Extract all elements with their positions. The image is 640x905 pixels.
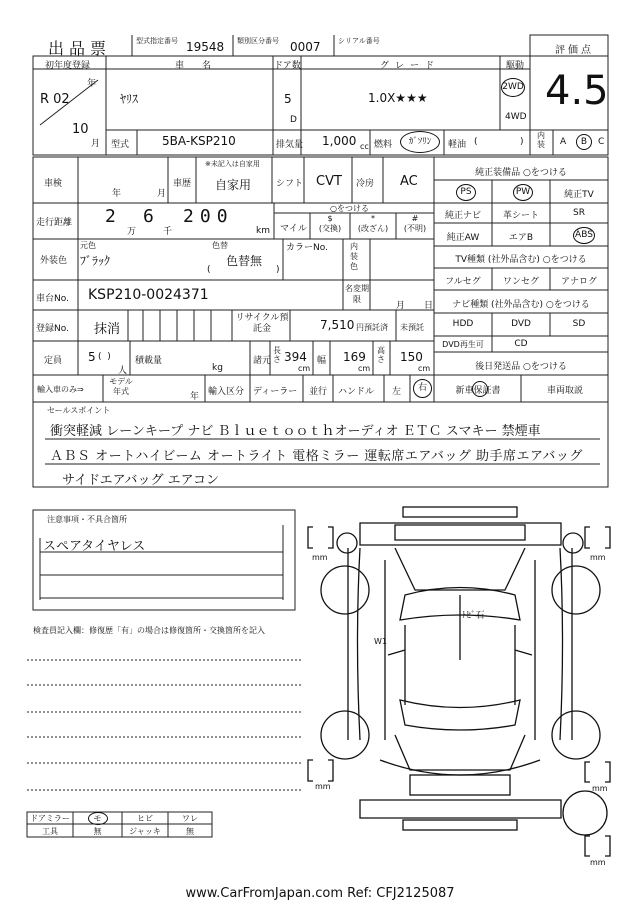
sales-line-2: ＡＢＳ オートハイビーム オートライト 電格ミラー 運転席エアバッグ 助手席エアバッグ (50, 449, 583, 464)
import-class-label: 輸入区分 (208, 387, 245, 397)
mileage-digit-2: 6 (143, 206, 154, 227)
later-manual: 車両取説 (546, 386, 583, 396)
class-no-label: 類別区分番号 (237, 37, 279, 45)
recycle-label: リサイクル預託金 (235, 313, 289, 334)
handle-right: 右 (413, 379, 432, 398)
navi-sd: SD (572, 319, 586, 329)
drive-2wd: 2WD (501, 78, 525, 97)
handle-left: 左 (392, 387, 402, 397)
shaken-month-mark: 月 (157, 189, 167, 199)
recolor-value: 色替無 (226, 254, 263, 268)
sales-label: セールスポイント (47, 406, 111, 415)
name-period-day: 日 (424, 301, 434, 311)
cd-option: CD (514, 339, 528, 349)
man-unit: 万 (127, 227, 137, 237)
grade-label: グレード (380, 61, 441, 71)
tv-analog: アナログ (560, 277, 597, 287)
ac-value: AC (400, 174, 418, 189)
dims-label: 諸元 (253, 356, 272, 366)
car-name-label: 車名 (175, 61, 230, 71)
height-label: 高さ (377, 346, 385, 364)
parallel-option: 並行 (309, 387, 328, 397)
door-mirror-broken: ワレ (182, 814, 198, 823)
capacity-paren: ( ) (98, 352, 111, 362)
mm-top-right: mm (590, 553, 606, 562)
reg-no: 抹消 (94, 322, 121, 337)
navi-hdd: HDD (452, 319, 474, 329)
mm-spare: mm (590, 858, 606, 867)
mileage-digits-rest: 200 (183, 206, 234, 227)
person-unit: 人 (118, 366, 128, 376)
score-value: 4.5 (545, 68, 609, 114)
length-unit: cm (298, 364, 311, 373)
modified-option: * (改ざん) (357, 214, 389, 233)
type-label: 型式 (111, 140, 130, 150)
tools-value: 無 (93, 827, 102, 836)
model-no: 19548 (186, 40, 225, 54)
interior-color-label: 内装色 (350, 242, 358, 271)
chassis-label: 車台No. (36, 294, 69, 304)
use-label: 車歴 (173, 179, 192, 189)
equip-abs: ABS (573, 227, 595, 244)
month-mark: 月 (91, 139, 101, 149)
orig-color: ﾌﾞﾗｯｸ (80, 254, 111, 268)
equip-ps: PS (456, 184, 476, 201)
name-period-month: 月 (396, 301, 406, 311)
name-period-label: 名変期限 (345, 284, 369, 304)
page-title: 出品票 (48, 39, 112, 58)
light-oil: 軽油 (448, 140, 467, 150)
import-label: 輸入車のみ⇒ (37, 385, 84, 394)
door-suffix: D (290, 115, 297, 125)
reg-no-label: 登録No. (36, 324, 69, 334)
load-label: 積載量 (135, 356, 163, 366)
mileage-label: 走行距離 (36, 218, 73, 228)
interior-grade-b: B (576, 134, 592, 150)
fuel-label: 燃料 (374, 140, 393, 150)
model-year-mark: 年 (190, 392, 200, 402)
displacement: 1,000 (322, 134, 357, 148)
annotation-w1: W1 (374, 637, 387, 646)
inspector-label: 検査員記入欄：修復歴「有」の場合は修復箇所・交換箇所を記入 (33, 626, 265, 635)
annotation-chip: ﾄﾋﾞ石 (462, 611, 485, 621)
notes-label: 注意事項・不具合箇所 (47, 515, 127, 524)
door-mirror-mo: モ (93, 814, 102, 823)
handle-label: ハンドル (338, 387, 375, 397)
shift-value: CVT (316, 174, 342, 189)
use-note: ※未記入は自家用 (205, 160, 260, 168)
doors: 5 (284, 92, 292, 106)
interior-grade-c: C (598, 137, 605, 147)
ac-label: 冷房 (356, 179, 375, 189)
equip-pw: PW (513, 184, 533, 201)
unknown-option: # (不明) (403, 214, 427, 233)
chassis-no: KSP210-0024371 (88, 287, 209, 303)
navi-title: ナビ種類 (社外品含む) ○をつける (452, 300, 590, 310)
grade: 1.0X★★★ (368, 91, 428, 105)
model-no-label: 型式指定番号 (136, 37, 178, 45)
equip-airbag: エアB (508, 233, 534, 243)
exchange-option: $ (交換) (318, 214, 342, 233)
km-unit: km (256, 226, 270, 236)
capacity: 5 (88, 350, 96, 364)
class-no: 0007 (290, 40, 321, 54)
door-mirror-mark (88, 812, 108, 825)
later-title: 後日発送品 ○をつける (475, 362, 567, 372)
not-deposited: 未預託 (400, 323, 424, 332)
mileage-mark-note: ○をつける (330, 204, 369, 213)
width-unit: cm (358, 364, 371, 373)
height-value: 150 (400, 350, 423, 364)
shaken-label: 車検 (44, 179, 63, 189)
equip-aw: 純正AW (446, 233, 480, 243)
width-value: 169 (343, 350, 366, 364)
footer-ref: www.CarFromJapan.com Ref: CFJ2125087 (185, 886, 455, 901)
interior-label: 内装 (537, 131, 545, 149)
fuel-value: ｶﾞｿﾘﾝ (400, 131, 440, 153)
year-mark: 年 (87, 79, 97, 89)
first-reg-year: R 02 (40, 92, 70, 107)
first-reg-month: 10 (72, 122, 89, 137)
recolor-paren-open: ( (207, 265, 211, 275)
sen-unit: 千 (163, 227, 173, 237)
equip-sr: SR (573, 208, 585, 218)
width-label: 幅 (317, 356, 327, 366)
tv-title: TV種類 (社外品含む) ○をつける (455, 255, 587, 265)
tv-oneseg: ワンセグ (502, 277, 539, 287)
car-diagram (308, 507, 610, 856)
door-mirror-crack: ヒビ (137, 814, 153, 823)
later-warranty: 新車保証書 (455, 386, 501, 396)
doors-label: ドア数 (274, 61, 301, 71)
model-year-label: モデル年式 (109, 377, 133, 396)
navi-dvd: DVD (511, 319, 531, 329)
equip-leather: 革シート (502, 211, 539, 221)
shift-label: シフト (276, 179, 304, 189)
door-mirror-label: ドアミラー (30, 814, 70, 823)
tools-label: 工具 (42, 827, 58, 836)
recolor-label: 色替 (212, 241, 228, 250)
paren-close: ) (520, 137, 524, 147)
jack-value: 無 (186, 827, 194, 836)
capacity-label: 定員 (44, 356, 63, 366)
score-label: 評価点 (555, 45, 594, 56)
length-value: 394 (284, 350, 307, 364)
notes-line-1: スペアタイヤレス (43, 539, 146, 554)
cc-unit: cc (360, 142, 369, 151)
height-unit: cm (418, 364, 431, 373)
dvd-playback: DVD再生可 (442, 340, 484, 349)
shaken-year-mark: 年 (112, 189, 122, 199)
dealer-option: ディーラー (253, 387, 298, 397)
equip-navi: 純正ナビ (444, 211, 481, 221)
recycle-unit: 円預託済 (356, 323, 388, 332)
color-no-label: カラーNo. (286, 243, 328, 253)
recycle-value: 7,510 (320, 318, 355, 332)
car-name: ﾔﾘｽ (120, 92, 139, 106)
serial-label: シリアル番号 (338, 37, 380, 45)
sales-line-3: サイドエアバッグ エアコン (62, 473, 220, 488)
first-reg-label: 初年度登録 (45, 61, 91, 71)
paren-open: ( (474, 137, 478, 147)
displacement-label: 排気量 (276, 140, 304, 150)
mile-option: マイル (280, 224, 307, 234)
tv-fullseg: フルセグ (445, 277, 481, 287)
jack-label: ジャッキ (129, 827, 161, 836)
orig-color-label: 元色 (80, 241, 96, 250)
later-warranty-mark (472, 381, 488, 397)
type: 5BA-KSP210 (162, 134, 236, 148)
color-label: 外装色 (40, 256, 68, 266)
use-value: 自家用 (215, 178, 252, 192)
drive-label: 駆動 (506, 61, 525, 71)
length-label: 長さ (273, 346, 281, 364)
equipment-title: 純正装備品 ○をつける (475, 168, 567, 178)
sales-line-1: 衝突軽減 レーンキープ ナビ Ｂｌｕｅｔｏｏｔｈオーディオ ＥＴＣ スマキー 禁煙車 (50, 424, 541, 439)
equip-tv: 純正TV (564, 190, 594, 200)
mm-bottom-left: mm (315, 782, 331, 791)
kg-unit: kg (212, 363, 223, 373)
mileage-digit-1: 2 (105, 206, 116, 227)
recolor-paren-close: ) (276, 265, 280, 275)
interior-grade-a: A (560, 137, 567, 147)
drive-4wd: 4WD (505, 112, 527, 122)
mm-top-left: mm (312, 553, 328, 562)
mm-bottom-right: mm (592, 784, 608, 793)
